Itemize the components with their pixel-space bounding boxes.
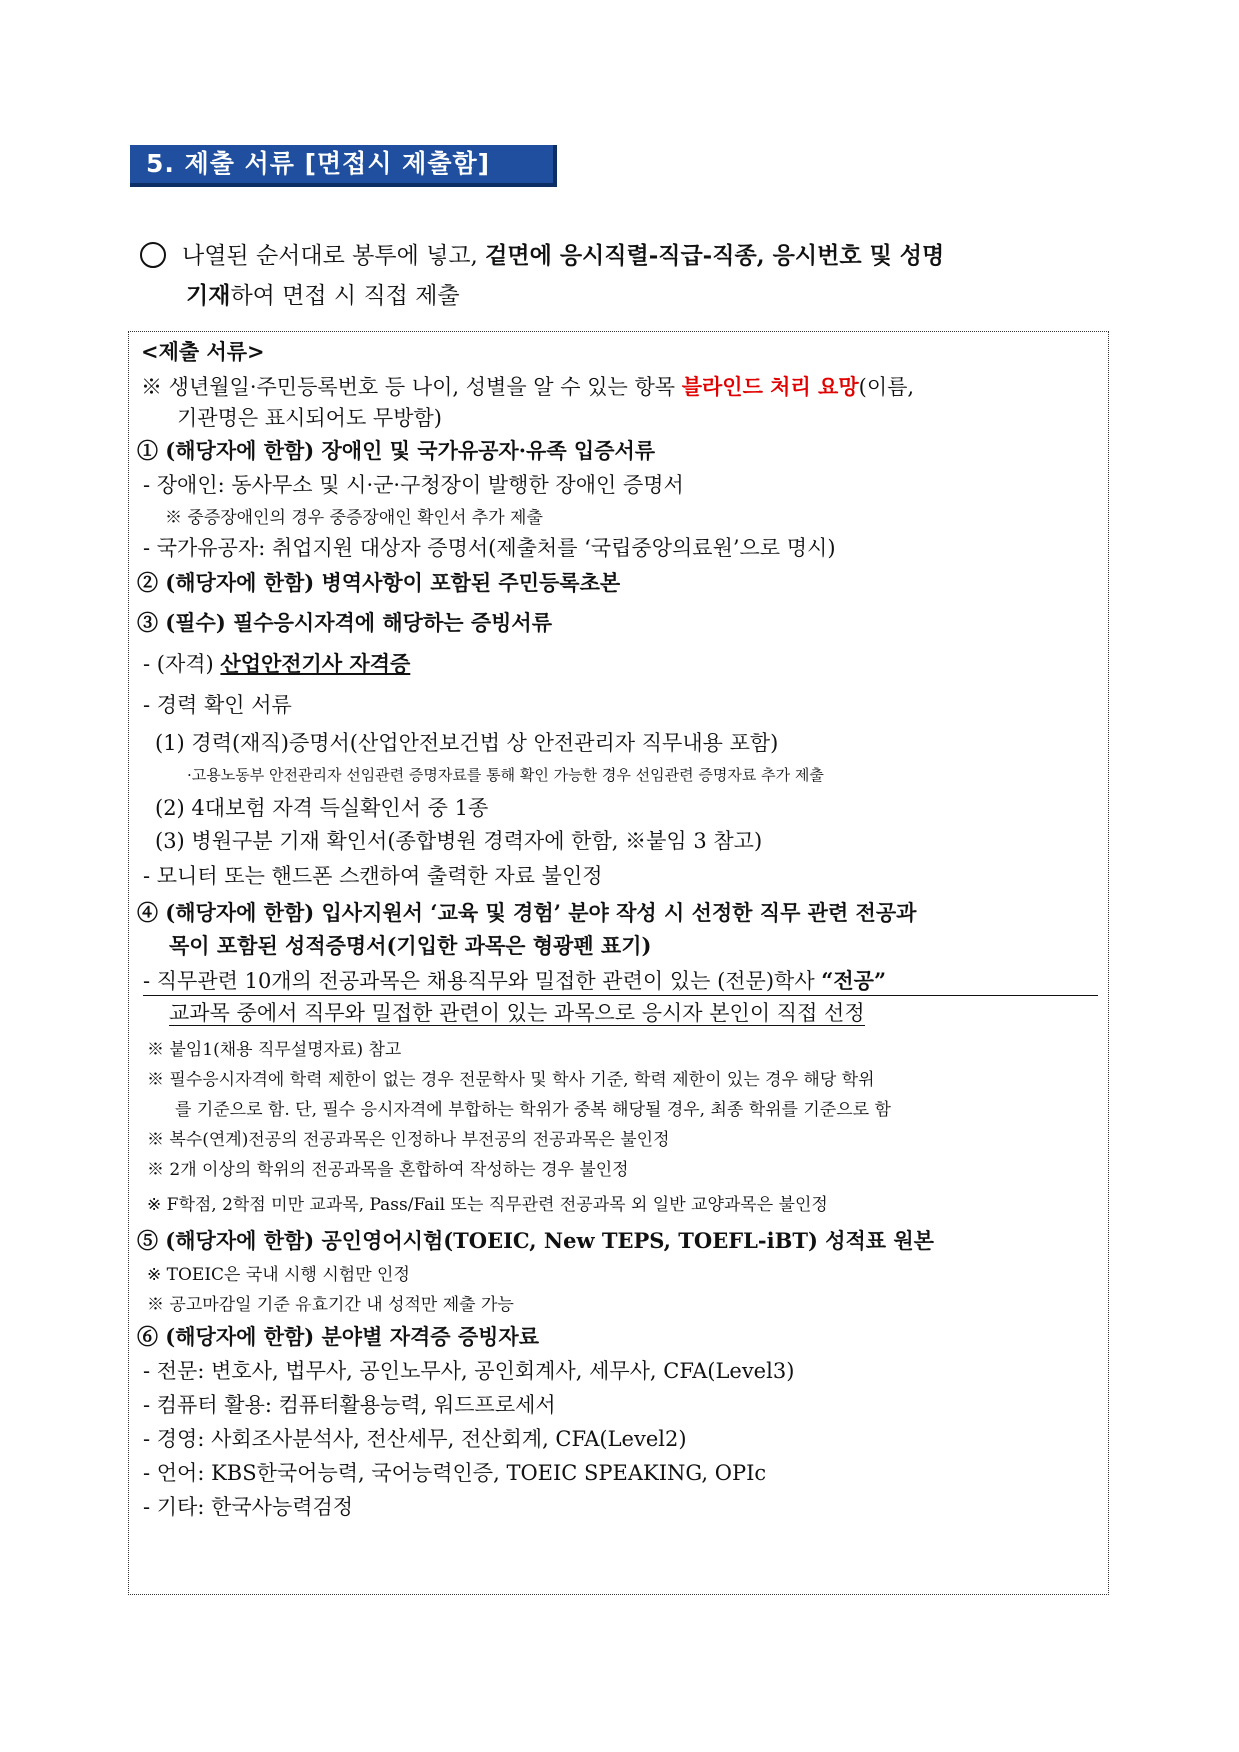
item-3: ③ (필수) 필수응시자격에 해당하는 증빙서류 [137, 610, 552, 635]
circle-bullet-icon [140, 242, 166, 268]
item-4-note-5: ※ F학점, 2학점 미만 교과목, Pass/Fail 또는 직무관련 전공과목 외 일반 교양과목은 불인정 [147, 1195, 828, 1215]
item-4-note-1: ※ 붙임1(채용 직무설명자료) 참고 [147, 1040, 402, 1060]
item-6-sub-1: - 전문: 변호사, 법무사, 공인노무사, 공인회계사, 세무사, CFA(Level3) [143, 1359, 795, 1383]
item-4-sub-1-text: - 직무관련 10개의 전공과목은 채용직무와 밀접한 관련이 있는 (전문)학사 [143, 969, 822, 993]
note-blind-text-2: (이름, [858, 375, 915, 399]
item-5: ⑤ (해당자에 한함) 공인영어시험(TOEIC, New TEPS, TOEFL-iBT) 성적표 원본 [137, 1228, 934, 1253]
item-6: ⑥ (해당자에 한함) 분야별 자격증 증빙자료 [137, 1324, 540, 1349]
item-1-sub-1: - 장애인: 동사무소 및 시·군·구청장이 발행한 장애인 증명서 [143, 473, 684, 497]
note-blind [141, 371, 914, 401]
intro-line-1 [140, 236, 1120, 276]
item-4-sub-1 [143, 965, 1098, 996]
intro-paragraph [140, 236, 1120, 316]
item-4-sub-1-cont [169, 997, 865, 1027]
item-6-sub-4: - 언어: KBS한국어능력, 국어능력인증, TOEIC SPEAKING, OPIc [143, 1461, 767, 1485]
item-6-sub-5: - 기타: 한국사능력검정 [143, 1495, 354, 1519]
item-1-sub-1-note: ※ 중증장애인의 경우 중증장애인 확인서 추가 제출 [165, 508, 543, 528]
item-4-sub-1-cont-text: 교과목 중에서 직무와 밀접한 관련이 있는 과목으로 응시자 본인이 직접 선정 [169, 1001, 865, 1025]
item-3-sub-1-value: 산업안전기사 자격증 [220, 651, 411, 676]
intro-text: 나열된 순서대로 봉투에 넣고, [182, 243, 486, 269]
item-3-sub-1-label: - (자격) [143, 652, 221, 676]
item-3-sub-2: - 경력 확인 서류 [143, 693, 292, 717]
item-5-note-2: ※ 공고마감일 기준 유효기간 내 성적만 제출 가능 [147, 1295, 514, 1315]
item-3-sub-2-1: (1) 경력(재직)증명서(산업안전보건법 상 안전관리자 직무내용 포함) [155, 731, 779, 755]
note-blind-text: ※ 생년월일·주민등록번호 등 나이, 성별을 알 수 있는 항목 [141, 375, 682, 399]
item-2: ② (해당자에 한함) 병역사항이 포함된 주민등록초본 [137, 570, 621, 595]
item-6-sub-3: - 경영: 사회조사분석사, 전산세무, 전산회계, CFA(Level2) [143, 1427, 687, 1451]
item-5-note-1: ※ TOEIC은 국내 시행 시험만 인정 [147, 1265, 410, 1285]
item-3-sub-2-3: (3) 병원구분 기재 확인서(종합병원 경력자에 한함, ※붙임 3 참고) [155, 829, 763, 853]
item-4-note-3: ※ 복수(연계)전공의 전공과목은 인정하나 부전공의 전공과목은 불인정 [147, 1130, 670, 1150]
documents-box [128, 331, 1109, 1595]
intro-bold-text-2: 기재 [186, 282, 231, 309]
note-blind-highlight: 블라인드 처리 요망 [681, 374, 859, 399]
section-heading: 5. 제출 서류 [면접시 제출함] [130, 145, 557, 187]
intro-bold-text: 겉면에 응시직렬-직급-직종, 응시번호 및 성명 [485, 242, 945, 269]
item-6-sub-2: - 컴퓨터 활용: 컴퓨터활용능력, 워드프로세서 [143, 1393, 556, 1417]
item-4-note-2-cont: 를 기준으로 함. 단, 필수 응시자격에 부합하는 학위가 중복 해당될 경우, 최종 학위를 기준으로 함 [175, 1100, 891, 1120]
item-4-line-2: 목이 포함된 성적증명서(기입한 과목은 형광펜 표기) [169, 933, 652, 958]
item-1-sub-2: - 국가유공자: 취업지원 대상자 증명서(제출처를 ‘국립중앙의료원’으로 명시) [143, 536, 836, 560]
item-3-sub-2-1-note: ·고용노동부 안전관리자 선임관련 증명자료를 통해 확인 가능한 경우 선임관련 증명자료 추가 제출 [187, 766, 824, 784]
intro-text-2: 하여 면접 시 직접 제출 [230, 283, 460, 309]
item-4-sub-1-bold: “전공” [821, 968, 887, 993]
box-title: <제출 서류> [141, 339, 265, 364]
intro-line-2 [140, 276, 1120, 316]
item-3-sub-3: - 모니터 또는 핸드폰 스캔하여 출력한 자료 불인정 [143, 864, 603, 888]
item-4-note-4: ※ 2개 이상의 학위의 전공과목을 혼합하여 작성하는 경우 불인정 [147, 1160, 629, 1180]
item-3-sub-2-2: (2) 4대보험 자격 득실확인서 중 1종 [155, 796, 489, 820]
item-4-line-1: ④ (해당자에 한함) 입사지원서 ‘교육 및 경험’ 분야 작성 시 선정한 직무 관련 전공과 [137, 900, 917, 925]
note-blind-cont: 기관명은 표시되어도 무방함) [177, 406, 442, 430]
item-3-sub-1 [143, 648, 410, 678]
item-1: ① (해당자에 한함) 장애인 및 국가유공자·유족 입증서류 [137, 438, 656, 463]
item-4-note-2: ※ 필수응시자격에 학력 제한이 없는 경우 전문학사 및 학사 기준, 학력 제한이 있는 경우 해당 학위 [147, 1070, 875, 1090]
